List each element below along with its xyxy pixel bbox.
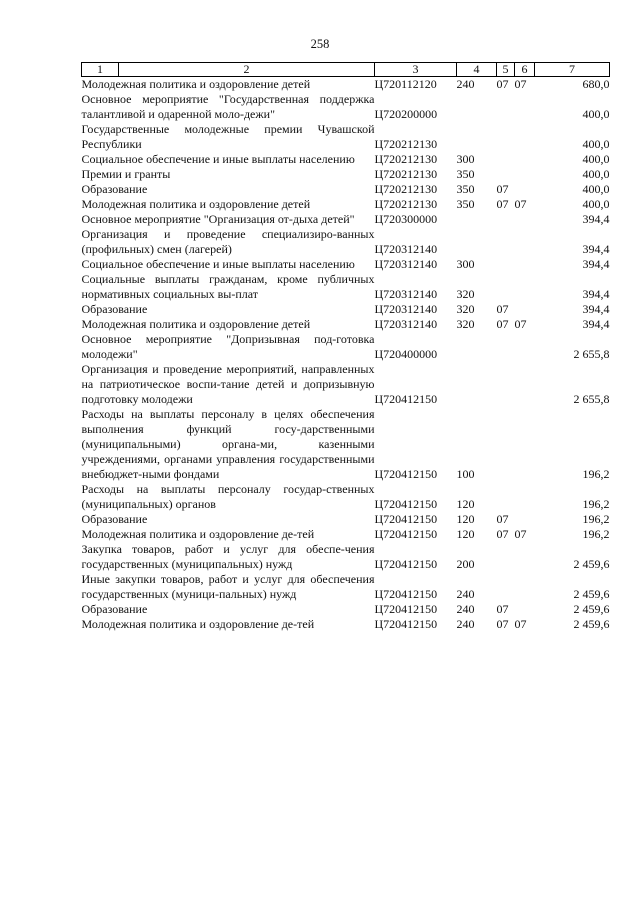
row-name-cell: Молодежная политика и оздоровление детей: [81, 317, 311, 331]
table-row: [82, 332, 610, 362]
row-section-cell: [497, 332, 515, 362]
row-code-cell: Ц720300000: [374, 212, 438, 226]
row-code-cell: Ц720412150: [374, 392, 438, 406]
row-subsection-cell: [515, 92, 535, 122]
column-header: 7: [535, 63, 610, 77]
table-row: [82, 542, 610, 572]
row-name-cell: Молодежная политика и оздоровление детей: [81, 197, 311, 211]
row-name-cell: Государственные молодежные премии Чувашской Республики: [81, 122, 375, 151]
row-vr-cell: [457, 332, 497, 362]
row-code-cell: Ц720200000: [374, 107, 438, 121]
table-row: [82, 77, 610, 93]
row-subsection-cell: [515, 167, 535, 182]
row-code-cell: Ц720412150: [374, 557, 438, 571]
row-code-cell: Ц720412150: [374, 497, 438, 511]
row-sum-cell: 2 459,6: [573, 617, 610, 631]
row-subsection-cell: 07: [514, 527, 527, 541]
row-code-cell: Ц720112120: [374, 77, 437, 91]
table-row: [82, 122, 610, 152]
row-sum-cell: 394,4: [582, 242, 610, 256]
row-section-cell: [497, 257, 515, 272]
row-section-cell: 07: [496, 302, 509, 316]
table-row: [82, 527, 610, 542]
column-header: 3: [375, 63, 457, 77]
row-name-cell: Иные закупки товаров, работ и услуг для обеспечения государственных (муници-пальных) нужд: [81, 572, 375, 601]
row-vr-cell: [457, 227, 497, 257]
row-code-cell: Ц720412150: [374, 512, 438, 526]
row-sum-cell: 2 459,6: [573, 587, 610, 601]
row-subsection-cell: [515, 482, 535, 512]
table-header-row: [82, 63, 610, 77]
table-row: [82, 617, 610, 632]
table-row: [82, 152, 610, 167]
row-sum-cell: 196,2: [582, 497, 610, 511]
row-sum-cell: 2 459,6: [573, 602, 610, 616]
row-subsection-cell: [515, 362, 535, 407]
row-code-cell: Ц720212130: [374, 197, 438, 211]
row-vr-cell: 240: [456, 77, 475, 91]
row-code-cell: Ц720400000: [374, 347, 438, 361]
row-sum-cell: 2 655,8: [573, 347, 610, 361]
row-sum-cell: 196,2: [582, 512, 610, 526]
row-vr-cell: 350: [456, 197, 475, 211]
row-section-cell: 07: [496, 317, 509, 331]
row-sum-cell: 400,0: [582, 152, 610, 166]
row-subsection-cell: [515, 332, 535, 362]
row-subsection-cell: [515, 122, 535, 152]
row-subsection-cell: [515, 257, 535, 272]
row-vr-cell: 320: [456, 287, 475, 301]
row-name-cell: Организация и проведение мероприятий, направленных на патриотическое воспи-тание детей и допризывную подготовку молодежи: [81, 362, 375, 406]
row-code-cell: Ц720312140: [374, 302, 438, 316]
row-subsection-cell: 07: [514, 317, 527, 331]
row-vr-cell: 350: [456, 182, 475, 196]
row-vr-cell: 200: [456, 557, 475, 571]
row-section-cell: [497, 362, 515, 407]
row-vr-cell: 300: [456, 257, 475, 271]
row-vr-cell: [457, 212, 497, 227]
row-name-cell: Образование: [81, 512, 148, 526]
row-vr-cell: [457, 362, 497, 407]
table-row: [82, 317, 610, 332]
row-sum-cell: 394,4: [582, 212, 610, 226]
row-vr-cell: [457, 122, 497, 152]
table-row: [82, 167, 610, 182]
row-name-cell: Премии и гранты: [81, 167, 171, 181]
row-code-cell: Ц720312140: [374, 317, 438, 331]
row-name-cell: Социальное обеспечение и иные выплаты населению: [81, 257, 355, 271]
table-row: [82, 272, 610, 302]
row-section-cell: [497, 542, 515, 572]
column-header: 5: [497, 63, 515, 77]
row-code-cell: Ц720212130: [374, 182, 438, 196]
table-row: [82, 302, 610, 317]
row-sum-cell: 196,2: [582, 527, 610, 541]
page-number: 258: [310, 37, 330, 51]
column-header: 2: [119, 63, 375, 77]
row-vr-cell: [457, 92, 497, 122]
row-code-cell: Ц720412150: [374, 587, 438, 601]
row-section-cell: [497, 167, 515, 182]
table-row: [82, 572, 610, 602]
row-name-cell: Основное мероприятие "Организация от-дыха детей": [81, 212, 355, 226]
row-code-cell: Ц720412150: [374, 602, 438, 616]
row-name-cell: Социальные выплаты гражданам, кроме публичных нормативных социальных вы-плат: [81, 272, 375, 301]
row-section-cell: [497, 407, 515, 482]
row-code-cell: Ц720412150: [374, 617, 438, 631]
row-code-cell: Ц720212130: [374, 137, 438, 151]
budget-table: [81, 62, 610, 632]
row-section-cell: [497, 212, 515, 227]
row-code-cell: Ц720412150: [374, 467, 438, 481]
row-subsection-cell: [515, 407, 535, 482]
table-row: [82, 182, 610, 197]
column-header: 4: [457, 63, 497, 77]
row-section-cell: 07: [496, 182, 509, 196]
row-section-cell: [497, 572, 515, 602]
row-name-cell: Организация и проведение специализиро-ванных (профильных) смен (лагерей): [81, 227, 375, 256]
row-section-cell: 07: [496, 527, 509, 541]
row-code-cell: Ц720312140: [374, 287, 438, 301]
row-vr-cell: 120: [456, 497, 475, 511]
row-name-cell: Образование: [81, 302, 148, 316]
column-header: 6: [515, 63, 535, 77]
row-vr-cell: 320: [456, 317, 475, 331]
row-sum-cell: 394,4: [582, 317, 610, 331]
row-code-cell: Ц720212130: [374, 152, 438, 166]
table-row: [82, 407, 610, 482]
row-section-cell: [497, 152, 515, 167]
row-sum-cell: 680,0: [582, 77, 610, 91]
row-vr-cell: 300: [456, 152, 475, 166]
row-section-cell: 07: [496, 77, 509, 91]
table-row: [82, 512, 610, 527]
row-sum-cell: 2 459,6: [573, 557, 610, 571]
row-section-cell: [497, 272, 515, 302]
table-row: [82, 602, 610, 617]
table-row: [82, 212, 610, 227]
row-vr-cell: 320: [456, 302, 475, 316]
row-section-cell: [497, 482, 515, 512]
row-sum-cell: 196,2: [582, 467, 610, 481]
row-section-cell: [497, 227, 515, 257]
row-subsection-cell: [515, 512, 535, 527]
row-vr-cell: 120: [456, 527, 475, 541]
row-subsection-cell: [515, 602, 535, 617]
row-code-cell: Ц720212130: [374, 167, 438, 181]
row-sum-cell: 400,0: [582, 182, 610, 196]
row-name-cell: Основное мероприятие "Допризывная под-готовка молодежи": [81, 332, 375, 361]
row-subsection-cell: [515, 152, 535, 167]
row-section-cell: 07: [496, 602, 509, 616]
row-name-cell: Молодежная политика и оздоровление де-тей: [81, 527, 315, 541]
row-name-cell: Социальное обеспечение и иные выплаты населению: [81, 152, 355, 166]
row-name-cell: Расходы на выплаты персоналу в целях обеспечения выполнения функций госу-дарственными (муниципальными) органа-ми, казенными учреждениями, органами управления государственными внебюджет-ными фондами: [81, 407, 375, 481]
row-name-cell: Расходы на выплаты персоналу государ-ственных (муниципальных) органов: [81, 482, 375, 511]
row-sum-cell: 400,0: [582, 197, 610, 211]
row-name-cell: Образование: [81, 182, 148, 196]
table-row: [82, 197, 610, 212]
table-row: [82, 92, 610, 122]
row-section-cell: 07: [496, 197, 509, 211]
row-subsection-cell: 07: [514, 617, 527, 631]
row-vr-cell: 100: [456, 467, 475, 481]
row-name-cell: Образование: [81, 602, 148, 616]
row-vr-cell: 120: [456, 512, 475, 526]
row-vr-cell: 240: [456, 587, 475, 601]
table-row: [82, 257, 610, 272]
row-subsection-cell: [515, 182, 535, 197]
row-sum-cell: 394,4: [582, 287, 610, 301]
row-sum-cell: 2 655,8: [573, 392, 610, 406]
row-code-cell: Ц720412150: [374, 527, 438, 541]
row-subsection-cell: [515, 302, 535, 317]
row-subsection-cell: 07: [514, 197, 527, 211]
row-subsection-cell: [515, 272, 535, 302]
row-vr-cell: 240: [456, 602, 475, 616]
table-row: [82, 362, 610, 407]
row-sum-cell: 400,0: [582, 107, 610, 121]
row-vr-cell: 350: [456, 167, 475, 181]
row-subsection-cell: [515, 212, 535, 227]
row-name-cell: Закупка товаров, работ и услуг для обеспе-чения государственных (муниципальных) нужд: [81, 542, 375, 571]
row-code-cell: Ц720312140: [374, 242, 438, 256]
row-name-cell: Основное мероприятие "Государственная поддержка талантливой и одаренной моло-дежи": [81, 92, 375, 121]
row-subsection-cell: [515, 542, 535, 572]
row-section-cell: [497, 92, 515, 122]
row-sum-cell: 394,4: [582, 257, 610, 271]
row-section-cell: [497, 122, 515, 152]
row-sum-cell: 400,0: [582, 137, 610, 151]
table-row: [82, 482, 610, 512]
row-subsection-cell: 07: [514, 77, 527, 91]
row-sum-cell: 400,0: [582, 167, 610, 181]
row-subsection-cell: [515, 572, 535, 602]
row-section-cell: 07: [496, 617, 509, 631]
row-code-cell: Ц720312140: [374, 257, 438, 271]
row-subsection-cell: [515, 227, 535, 257]
column-header: 1: [82, 63, 119, 77]
row-name-cell: Молодежная политика и оздоровление де-тей: [81, 617, 315, 631]
row-section-cell: 07: [496, 512, 509, 526]
table-row: [82, 227, 610, 257]
row-name-cell: Молодежная политика и оздоровление детей: [81, 77, 311, 91]
row-vr-cell: 240: [456, 617, 475, 631]
row-sum-cell: 394,4: [582, 302, 610, 316]
